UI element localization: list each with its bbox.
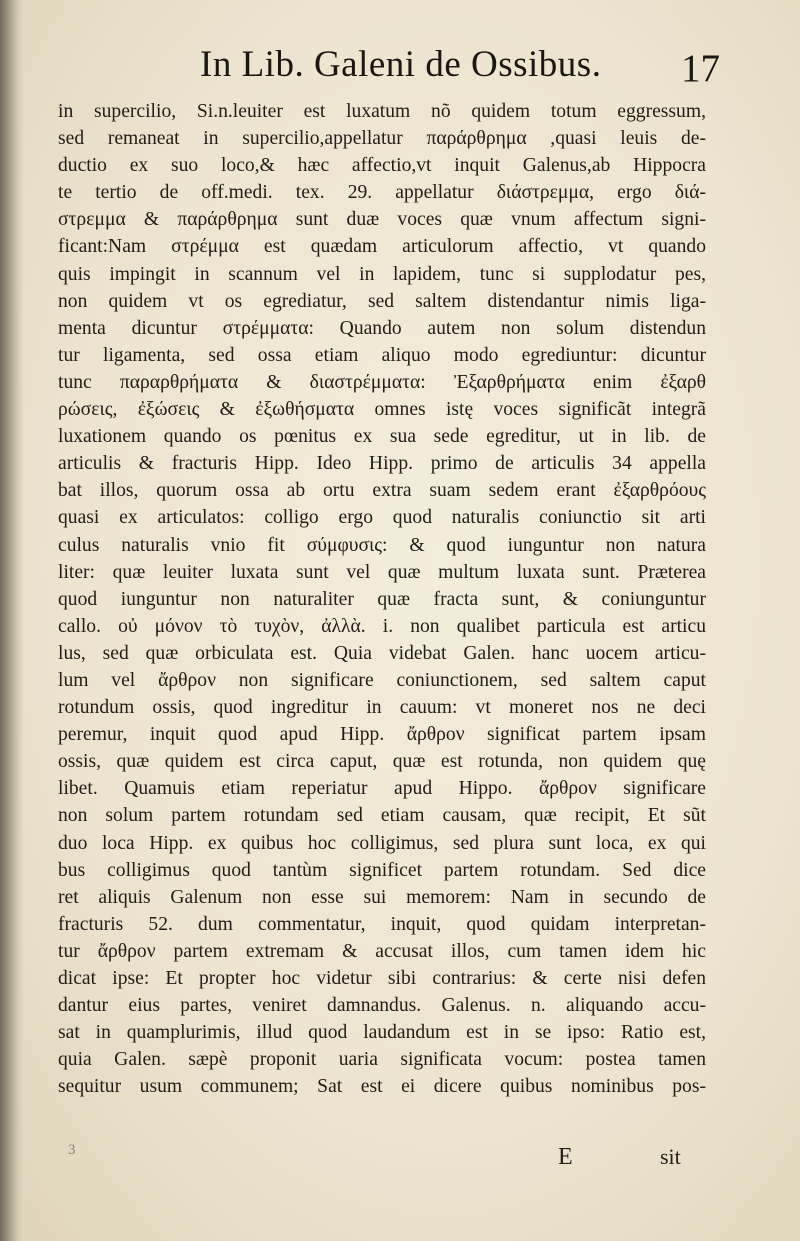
page-header: [200, 40, 720, 92]
text-line: ρώσεις, ἐξώσεις & ἐξωθήσματα omnes istę voces significãt integrã: [58, 399, 706, 421]
text-line: tunc παραρθρήματα & διαστρέμματα: Ἐξαρθρήματα enim ἐξαρθ: [58, 371, 706, 393]
text-line: στρεμμα & παράρθρημα sunt duæ voces quæ vnum affectum signi-: [58, 209, 706, 231]
text-line: articulis & fracturis Hipp. Ideo Hipp. primo de articulis 34 appella: [58, 453, 706, 475]
page-gutter-shadow: [0, 0, 24, 1241]
text-line: lus, sed quæ orbiculata est. Quia videbat Galen. hanc uocem articu-: [58, 642, 706, 664]
text-line: bat illos, quorum ossa ab ortu extra suam sedem erant ἐξαρθρόους: [58, 480, 706, 502]
text-line: non quidem vt os egrediatur, sed saltem distendantur nimis liga-: [58, 290, 706, 312]
text-line: quod iunguntur non naturaliter quæ fracta sunt, & coniunguntur: [58, 588, 706, 610]
text-line: culus naturalis vnio fit σύμφυσις: & quod iunguntur non natura: [58, 534, 706, 556]
text-line: callo. οὐ μόνον τὸ τυχὸν, ἀλλὰ. i. non qualibet particula est articu: [58, 615, 706, 637]
text-line: ficant:Nam στρέμμα est quædam articulorum affectio, vt quando: [58, 236, 706, 258]
text-line: sed remaneat in supercilio,appellatur παράρθρημα ,quasi leuis de-: [58, 128, 706, 150]
text-line: ductio ex suo loco,& hæc affectio,vt inquit Galenus,ab Hippocra: [58, 155, 706, 177]
page-number: 17: [681, 47, 720, 90]
catchword: sit: [660, 1144, 681, 1169]
text-line: duo loca Hipp. ex quibus hoc colligimus, sed plura sunt loca, ex qui: [58, 832, 706, 854]
text-line: te tertio de off.medi. tex. 29. appellatur διάστρεμμα, ergo διά-: [58, 182, 706, 204]
text-line: ossis, quæ quidem est circa caput, quæ est rotunda, non quidem quę: [58, 751, 706, 773]
text-line: sequitur usum communem; Sat est ei dicere quibus nominibus pos-: [58, 1076, 706, 1098]
text-line: tur ἄρθρον partem extremam & accusat illos, cum tamen idem hic: [58, 940, 706, 962]
running-head: In Lib. Galeni de Ossibus.: [200, 44, 602, 85]
text-line: dantur eius partes, veniret damnandus. Galenus. n. aliquando accu-: [58, 995, 706, 1017]
text-line: tur ligamenta, sed ossa etiam aliquo modo egrediuntur: dicuntur: [58, 344, 706, 366]
text-line: ret aliquis Galenum non esse sui memorem: Nam in secundo de: [58, 886, 706, 908]
text-line: quia Galen. sæpè proponit uaria significata vocum: postea tamen: [58, 1049, 706, 1071]
text-line: quis impingit in scannum vel in lapidem, tunc si supplodatur pes,: [58, 263, 706, 285]
text-line: libet. Quamuis etiam reperiatur apud Hippo. ἄρθρον significare: [58, 778, 706, 800]
text-line: peremur, inquit quod apud Hipp. ἄρθρον significat partem ipsam: [58, 724, 706, 746]
text-line: fracturis 52. dum commentatur, inquit, quod quidam interpretan-: [58, 913, 706, 935]
text-line: sat in quamplurimis, illud quod laudandum est in se ipso: Ratio est,: [58, 1022, 706, 1044]
text-line: in supercilio, Si.n.leuiter est luxatum nõ quidem totum eggressum,: [58, 101, 706, 122]
text-line: menta dicuntur στρέμματα: Quando autem non solum distendun: [58, 317, 706, 339]
body-text: [58, 98, 706, 1100]
text-line: rotundum ossis, quod ingreditur in cauum: vt moneret nos ne deci: [58, 697, 706, 719]
text-line: lum vel ἄρθρον non significare coniunctionem, sed saltem caput: [58, 669, 706, 691]
text-line: dicat ipse: Et propter hoc videtur sibi contrarius: & certe nisi defen: [58, 968, 706, 989]
text-line: liter: quæ leuiter luxata sunt vel quæ multum luxata sunt. Præterea: [58, 561, 706, 583]
text-line: quasi ex articulatos: colligo ergo quod naturalis coniunctio sit arti: [58, 507, 706, 529]
text-line: bus colligimus quod tantùm significet partem rotundam. Sed dice: [58, 859, 706, 881]
signature-mark: E: [558, 1144, 573, 1170]
page-footer: [58, 1140, 708, 1174]
text-line: luxationem quando os pœnitus ex sua sede egreditur, ut in lib. de: [58, 426, 706, 448]
text-line: non solum partem rotundam sed etiam causam, quæ recipit, Et sũt: [58, 805, 706, 827]
footer-mark: 3: [68, 1142, 76, 1158]
